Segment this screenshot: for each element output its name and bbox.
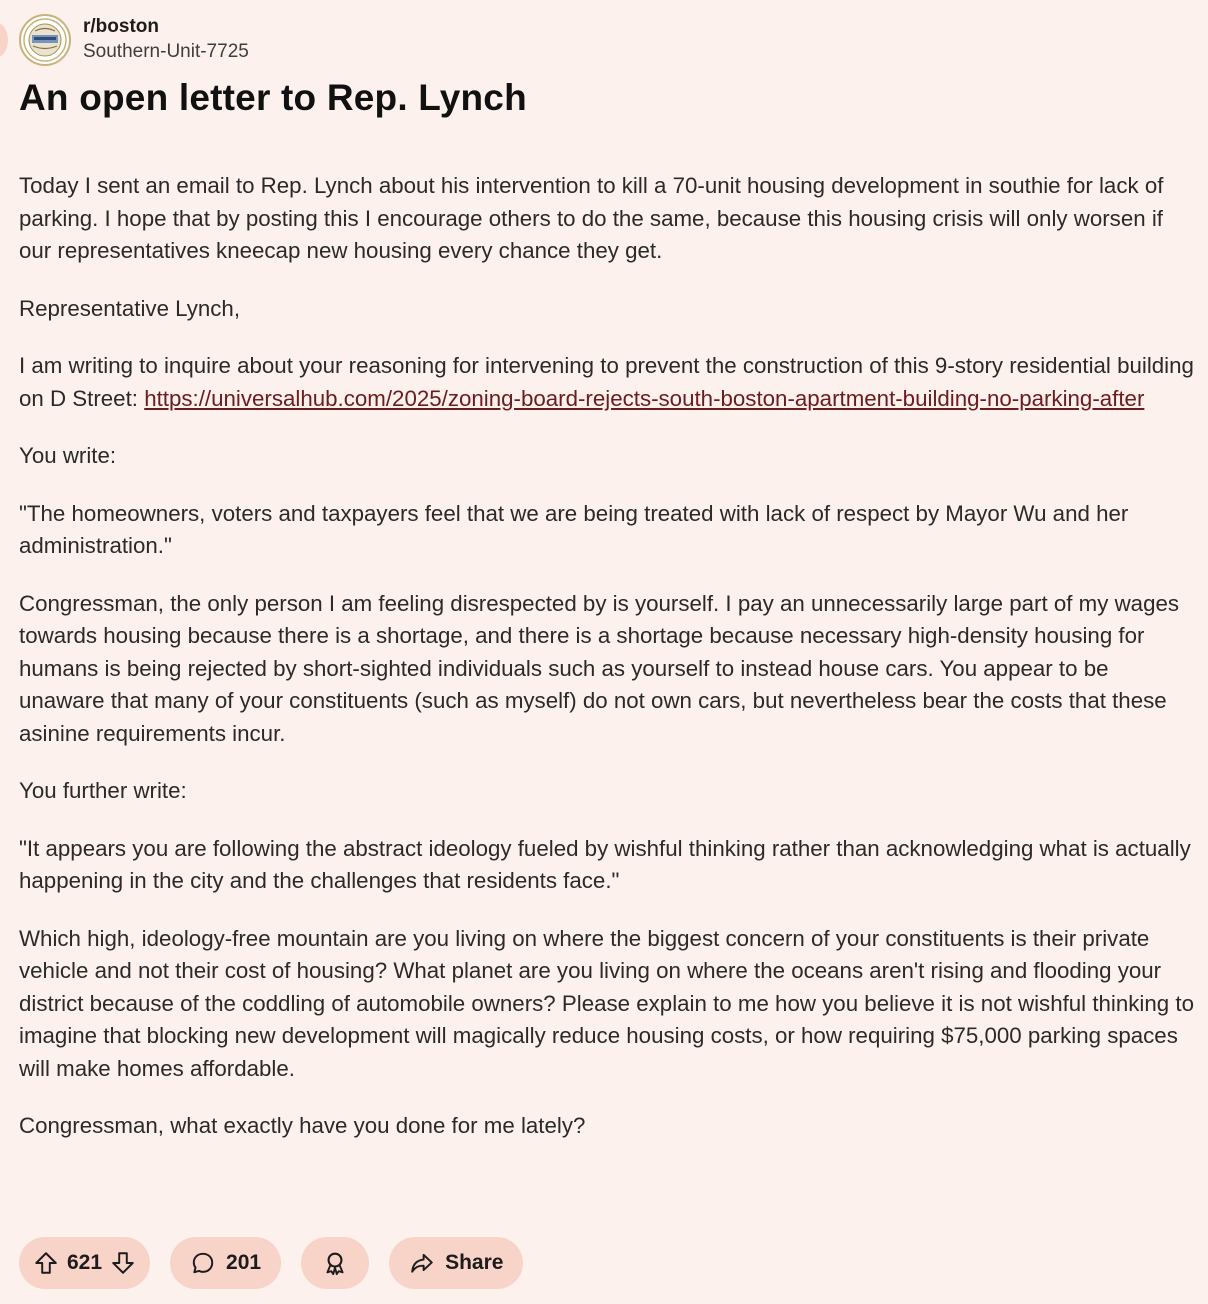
author-name[interactable]: Southern-Unit-7725	[83, 41, 249, 62]
comments-button[interactable]	[170, 1237, 281, 1289]
award-button[interactable]	[301, 1237, 369, 1289]
vote-control	[19, 1237, 150, 1289]
body-paragraph: Today I sent an email to Rep. Lynch about his intervention to kill a 70-unit housing development in southie for lack of parking. I hope that by posting this I encourage others to do the same, because this housing crisis will only worsen if our representatives kneecap new housing every chance they get.	[19, 173, 1164, 263]
downvote-button[interactable]	[110, 1250, 136, 1276]
body-paragraph: Which high, ideology-free mountain are you living on where the biggest concern of your constituents is their private vehicle and not their cost of housing? What planet are you living on where the oceans aren't rising and flooding your district because of the coddling of automobile owners? Please explain to me how you believe it is not wishful thinking to imagine that blocking new development will magically reduce housing costs, or how requiring $75,000 parking spaces will make homes affordable.	[19, 925, 1194, 1081]
upvote-button[interactable]	[33, 1250, 59, 1276]
post	[19, 14, 1199, 1168]
subreddit-avatar[interactable]	[19, 14, 71, 66]
body-paragraph: You further write:	[19, 778, 187, 803]
comment-count: 201	[226, 1251, 262, 1274]
share-label: Share	[445, 1251, 504, 1274]
body-paragraph: Representative Lynch,	[19, 295, 241, 321]
body-paragraph: "The homeowners, voters and taxpayers feel that we are being treated with lack of respect by Mayor Wu and her administration."	[19, 500, 1129, 558]
speech-bubble-icon	[190, 1250, 216, 1276]
arrow-up-icon	[33, 1250, 59, 1276]
body-paragraph: Congressman, the only person I am feeling disrespected by is yourself. I pay an unnecessarily large part of my wages towards housing because there is a shortage, and there is a shortage because necessary high-density housing for humans is being rejected by short-sighted individuals such as yourself to instead house cars. You appear to be unaware that many of your constituents (such as myself) do not own cars, but nevertheless bear the costs that these asinine requirements incur.	[19, 590, 1180, 746]
body-paragraph	[19, 350, 1199, 415]
arrow-down-icon	[110, 1250, 136, 1276]
vote-count: 621	[67, 1251, 103, 1274]
post-meta	[83, 15, 249, 65]
share-arrow-icon	[409, 1250, 435, 1276]
article-link[interactable]: https://universalhub.com/2025/zoning-board-rejects-south-boston-apartment-building-no-parking-after	[144, 385, 1145, 411]
body-paragraph: "It appears you are following the abstract ideology fueled by wishful thinking rather than acknowledging what is actually happening in the city and the challenges that residents face."	[19, 835, 1191, 893]
post-title[interactable]: An open letter to Rep. Lynch	[19, 77, 527, 118]
subreddit-name[interactable]: r/boston	[83, 16, 159, 37]
post-actions	[19, 1237, 523, 1289]
sidebar-edge-tab	[0, 22, 8, 58]
post-header	[19, 14, 1199, 66]
post-body	[19, 170, 1199, 1143]
award-icon	[321, 1249, 349, 1277]
body-paragraph-text: I am writing to inquire about your reasoning for intervening to prevent the construction of this 9-story residential building on D Street:	[19, 353, 1194, 411]
share-button[interactable]	[389, 1237, 523, 1289]
body-paragraph: You write:	[19, 443, 117, 468]
city-seal-icon	[23, 18, 67, 62]
body-paragraph: Congressman, what exactly have you done for me lately?	[19, 1113, 586, 1138]
